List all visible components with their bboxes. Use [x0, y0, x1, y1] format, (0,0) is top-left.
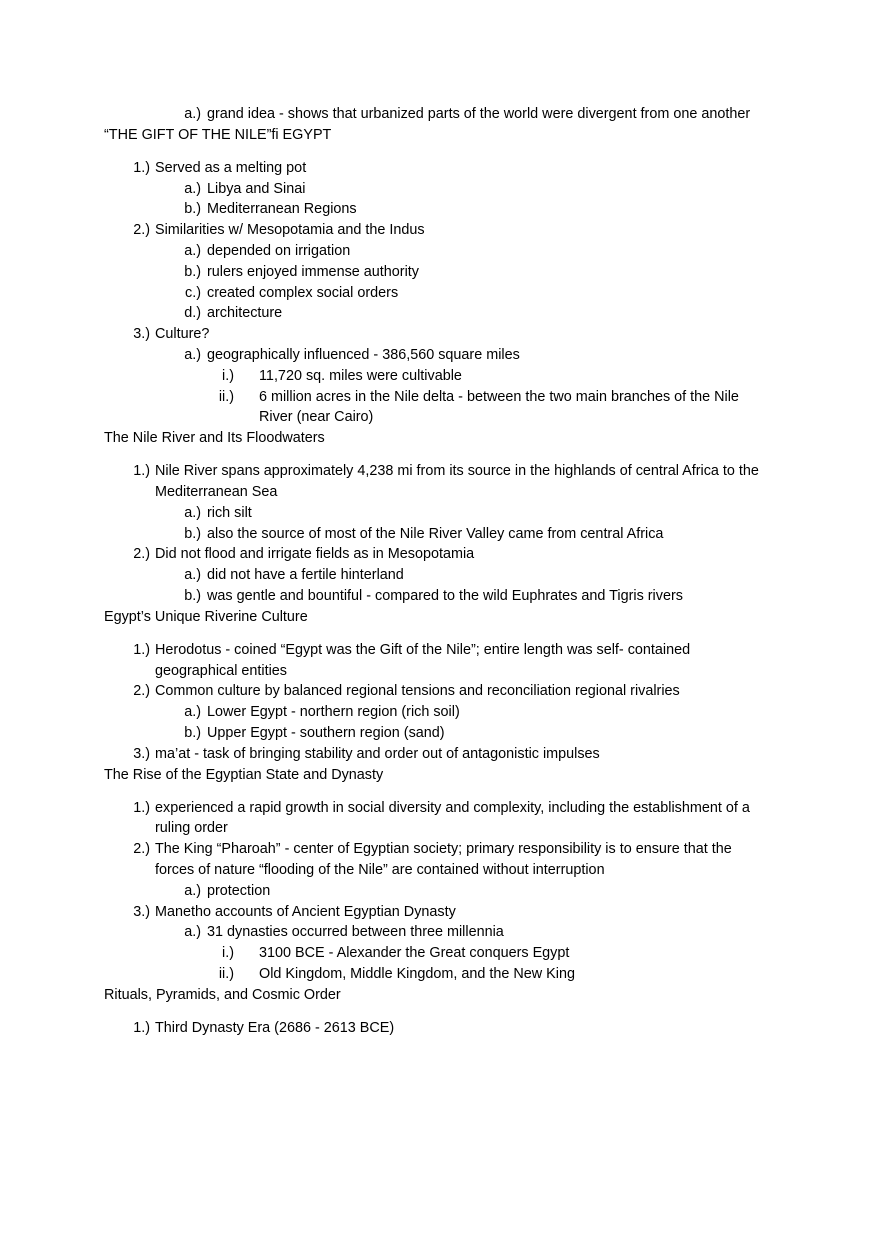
list-marker: d.) — [184, 305, 201, 322]
list-item: Old Kingdom, Middle Kingdom, and the New King — [259, 966, 575, 982]
section-heading: Rituals, Pyramids, and Cosmic Order — [104, 986, 341, 1003]
section-heading: “THE GIFT OF THE NILE”fi EGYPT — [104, 126, 332, 143]
list-marker: 3.) — [133, 903, 150, 920]
list-marker: i.) — [222, 367, 234, 384]
list-marker: b.) — [184, 725, 201, 741]
list-marker: 1.) — [133, 641, 150, 658]
list-item: Herodotus - coined “Egypt was the Gift of the Nile”; entire length was self- contained — [155, 641, 691, 658]
list-item-continuation: ruling order — [155, 820, 228, 837]
list-item: Manetho accounts of Ancient Egyptian Dynasty — [155, 903, 456, 920]
list-item: The King “Pharoah” - center of Egyptian society; primary responsibility is to ensure that the — [155, 841, 732, 858]
list-item: 6 million acres in the Nile delta - between the two main branches of the Nile — [259, 388, 739, 405]
list-item: Third Dynasty Era (2686 - 2613 BCE) — [155, 1019, 395, 1036]
list-marker: b.) — [184, 263, 201, 280]
list-marker: 3.) — [133, 745, 150, 762]
list-marker: a.) — [184, 504, 201, 521]
list-item: Similarities w/ Mesopotamia and the Indus — [155, 222, 425, 239]
list-marker: 2.) — [133, 222, 150, 239]
list-marker: a.) — [184, 924, 201, 941]
list-item: Lower Egypt - northern region (rich soil) — [207, 704, 460, 721]
list-item: created complex social orders — [207, 284, 399, 301]
list-marker: a.) — [184, 243, 201, 259]
list-item: rulers enjoyed immense authority — [207, 263, 419, 280]
list-marker: 2.) — [133, 546, 150, 563]
list-marker: 1.) — [133, 1019, 150, 1036]
list-marker: a.) — [184, 704, 201, 721]
list-item: Upper Egypt - southern region (sand) — [207, 725, 445, 741]
list-item: depended on irrigation — [207, 243, 351, 259]
list-item: geographically influenced - 386,560 square miles — [207, 347, 520, 363]
list-marker: 2.) — [133, 683, 150, 700]
list-item-continuation: forces of nature “flooding of the Nile” are contained without interruption — [155, 862, 605, 878]
list-item: grand idea - shows that urbanized parts of the world were divergent from one another — [207, 106, 751, 122]
list-marker: c.) — [185, 284, 201, 301]
list-marker: i.) — [222, 945, 234, 962]
list-item: ma’at - task of bringing stability and order out of antagonistic impulses — [155, 745, 600, 762]
list-marker: 3.) — [133, 326, 150, 343]
list-item: did not have a fertile hinterland — [207, 567, 404, 584]
list-item: 31 dynasties occurred between three millennia — [207, 924, 504, 941]
list-marker: a.) — [184, 347, 201, 363]
section-heading: The Nile River and Its Floodwaters — [104, 430, 325, 447]
list-marker: ii.) — [218, 966, 234, 982]
list-marker: 1.) — [133, 799, 150, 816]
list-item: rich silt — [207, 504, 252, 521]
list-marker: 1.) — [133, 159, 150, 176]
section-heading: Egypt’s Unique Riverine Culture — [104, 608, 308, 625]
list-item: Nile River spans approximately 4,238 mi from its source in the highlands of central Africa to the — [155, 463, 759, 480]
list-item: Culture? — [155, 326, 210, 343]
list-marker: 1.) — [133, 463, 150, 480]
list-item: experienced a rapid growth in social diversity and complexity, including the establishment of a — [155, 799, 750, 816]
list-marker: b.) — [184, 525, 201, 542]
list-item: Served as a melting pot — [155, 159, 307, 176]
list-marker: a.) — [184, 106, 201, 122]
list-item-continuation: River (near Cairo) — [259, 409, 374, 426]
list-item: 3100 BCE - Alexander the Great conquers Egypt — [259, 945, 570, 962]
list-item: Did not flood and irrigate fields as in Mesopotamia — [155, 546, 475, 563]
list-marker: 2.) — [133, 841, 150, 858]
list-item: Mediterranean Regions — [207, 201, 357, 218]
list-marker: ii.) — [218, 388, 234, 405]
list-marker: a.) — [184, 882, 201, 899]
list-marker: a.) — [184, 567, 201, 584]
section-heading: The Rise of the Egyptian State and Dynasty — [104, 766, 384, 783]
list-item: Common culture by balanced regional tensions and reconciliation regional rivalries — [155, 683, 680, 700]
list-item: 11,720 sq. miles were cultivable — [259, 367, 462, 384]
list-marker: b.) — [184, 201, 201, 218]
list-item: protection — [207, 882, 271, 899]
list-item-continuation: geographical entities — [155, 662, 288, 679]
list-item: architecture — [207, 305, 283, 322]
list-item: also the source of most of the Nile River Valley came from central Africa — [207, 525, 664, 542]
list-item: was gentle and bountiful - compared to the wild Euphrates and Tigris rivers — [207, 588, 683, 604]
list-item-continuation: Mediterranean Sea — [155, 484, 278, 500]
list-item: Libya and Sinai — [207, 180, 306, 197]
list-marker: b.) — [184, 588, 201, 604]
list-marker: a.) — [184, 180, 201, 197]
